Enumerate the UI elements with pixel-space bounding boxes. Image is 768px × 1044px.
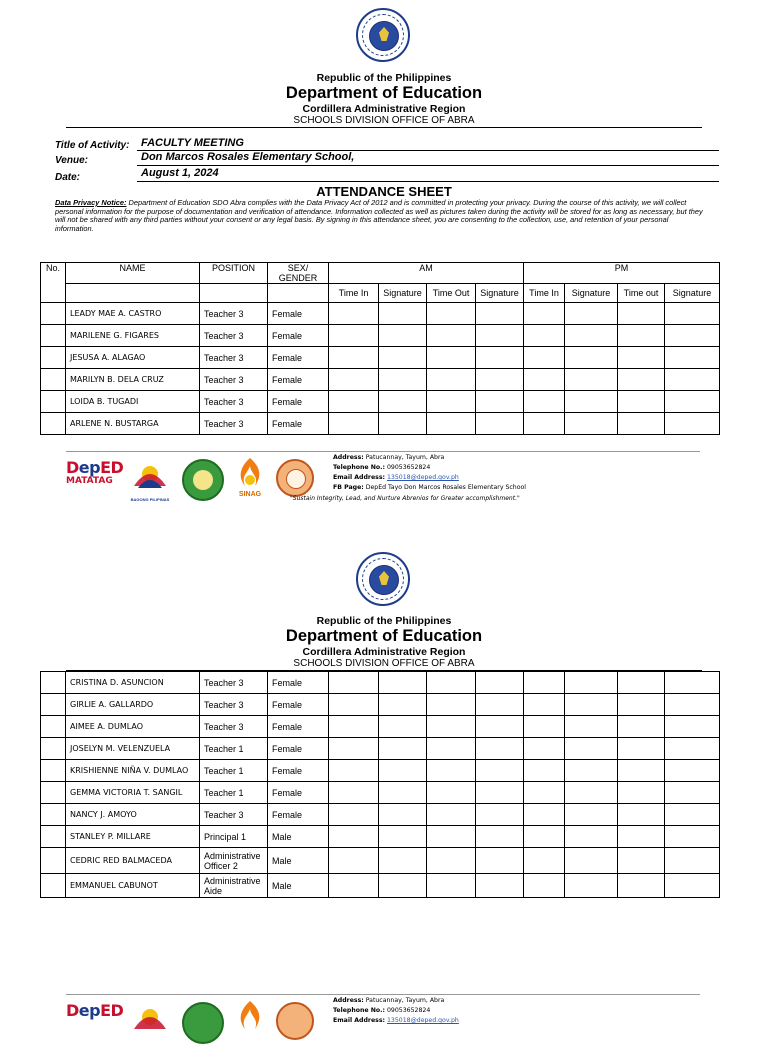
attendee-name: MARILYN B. DELA CRUZ <box>66 369 200 391</box>
deped-matatag-logo: DepED MATATAG <box>66 458 124 486</box>
address-label: Address: <box>333 454 364 461</box>
footer-address-2 <box>333 996 444 1006</box>
pm-signature-out-cell[interactable] <box>665 782 720 804</box>
am-signature-in-cell[interactable] <box>379 738 427 760</box>
attendee-position: Administrative Officer 2 <box>200 848 268 874</box>
pm-signature-out-cell[interactable] <box>665 391 720 413</box>
am-signature-out-cell[interactable] <box>476 826 524 848</box>
pm-time-in-cell[interactable] <box>524 672 565 694</box>
table-row <box>41 413 720 435</box>
header-am-time-out: Time Out <box>427 284 476 303</box>
header-position: POSITION <box>200 263 268 284</box>
attendance-sheet-title: ATTENDANCE SHEET <box>316 184 452 199</box>
email-label: Email Address: <box>333 474 385 481</box>
am-time-in-cell[interactable] <box>329 694 379 716</box>
address-value: Patucannay, Tayum, Abra <box>363 454 445 461</box>
department-title-2: Department of Education <box>285 627 483 645</box>
am-signature-out-cell[interactable] <box>476 874 524 898</box>
attendee-position: Teacher 1 <box>200 738 268 760</box>
deped-seal-icon <box>356 552 410 606</box>
am-signature-in-cell[interactable] <box>379 347 427 369</box>
attendee-name: CRISTINA D. ASUNCION <box>66 672 200 694</box>
venue-value: Don Marcos Rosales Elementary School, <box>141 151 355 163</box>
header-sex: SEX/ GENDER <box>268 263 329 284</box>
pm-time-in-cell[interactable] <box>524 347 565 369</box>
deped-seal-icon <box>356 8 410 62</box>
blank-cell <box>66 284 200 303</box>
pm-signature-out-cell[interactable] <box>665 738 720 760</box>
am-signature-in-cell[interactable] <box>379 760 427 782</box>
row-number <box>41 391 66 413</box>
attendee-sex: Female <box>268 760 329 782</box>
header-divider <box>66 127 702 128</box>
attendee-name: NANCY J. AMOYO <box>66 804 200 826</box>
pm-signature-out-cell[interactable] <box>665 716 720 738</box>
pm-signature-out-cell[interactable] <box>665 760 720 782</box>
pm-time-out-cell[interactable] <box>618 303 665 325</box>
deped-logo-2: DepED <box>66 1001 124 1020</box>
pm-signature-in-cell[interactable] <box>565 760 618 782</box>
attendee-sex: Male <box>268 826 329 848</box>
am-time-in-cell[interactable] <box>329 848 379 874</box>
am-time-out-cell[interactable] <box>427 413 476 435</box>
attendee-sex: Male <box>268 874 329 898</box>
row-number <box>41 716 66 738</box>
am-signature-out-cell[interactable] <box>476 782 524 804</box>
address-value-2: Patucannay, Tayum, Abra <box>363 997 445 1004</box>
attendee-sex: Female <box>268 369 329 391</box>
attendee-name: JESUSA A. ALAGAO <box>66 347 200 369</box>
region-text-2: Cordillera Administrative Region <box>302 646 466 658</box>
am-signature-in-cell[interactable] <box>379 391 427 413</box>
am-signature-in-cell[interactable] <box>379 848 427 874</box>
am-time-out-cell[interactable] <box>427 303 476 325</box>
am-time-in-cell[interactable] <box>329 738 379 760</box>
header-no: No. <box>41 263 66 303</box>
attendee-sex: Female <box>268 303 329 325</box>
table-row <box>41 391 720 413</box>
am-signature-out-cell[interactable] <box>476 347 524 369</box>
attendee-name: LEADY MAE A. CASTRO <box>66 303 200 325</box>
am-time-in-cell[interactable] <box>329 874 379 898</box>
pm-time-out-cell[interactable] <box>618 874 665 898</box>
am-signature-in-cell[interactable] <box>379 325 427 347</box>
pm-time-out-cell[interactable] <box>618 413 665 435</box>
pm-time-in-cell[interactable] <box>524 826 565 848</box>
attendee-sex: Female <box>268 413 329 435</box>
pm-time-in-cell[interactable] <box>524 848 565 874</box>
footer-slogan: "Sustain Integrity, Lead, and Nurture Abrenios for Greater accomplishment." <box>290 495 520 502</box>
row-number <box>41 782 66 804</box>
republic-text: Republic of the Philippines <box>316 72 452 84</box>
pm-time-out-cell[interactable] <box>618 826 665 848</box>
pm-time-in-cell[interactable] <box>524 391 565 413</box>
pm-signature-in-cell[interactable] <box>565 347 618 369</box>
attendee-name: GIRLIE A. GALLARDO <box>66 694 200 716</box>
pm-time-out-cell[interactable] <box>618 347 665 369</box>
row-number <box>41 325 66 347</box>
table-row <box>41 303 720 325</box>
am-time-in-cell[interactable] <box>329 716 379 738</box>
pm-signature-out-cell[interactable] <box>665 804 720 826</box>
am-signature-out-cell[interactable] <box>476 672 524 694</box>
pm-time-out-cell[interactable] <box>618 672 665 694</box>
pm-time-in-cell[interactable] <box>524 303 565 325</box>
row-number <box>41 694 66 716</box>
am-signature-out-cell[interactable] <box>476 848 524 874</box>
am-time-out-cell[interactable] <box>427 874 476 898</box>
attendee-position: Teacher 3 <box>200 716 268 738</box>
header-am-time-in: Time In <box>329 284 379 303</box>
row-number <box>41 760 66 782</box>
pm-time-in-cell[interactable] <box>524 874 565 898</box>
am-time-in-cell[interactable] <box>329 369 379 391</box>
pm-time-out-cell[interactable] <box>618 325 665 347</box>
am-time-in-cell[interactable] <box>329 804 379 826</box>
pm-time-in-cell[interactable] <box>524 325 565 347</box>
pm-signature-out-cell[interactable] <box>665 325 720 347</box>
attendee-sex: Female <box>268 782 329 804</box>
am-time-in-cell[interactable] <box>329 325 379 347</box>
row-number <box>41 369 66 391</box>
privacy-label: Data Privacy Notice: <box>55 198 127 207</box>
header-am-signature-out: Signature <box>476 284 524 303</box>
footer-phone <box>333 463 430 473</box>
pm-signature-in-cell[interactable] <box>565 413 618 435</box>
attendee-position: Teacher 3 <box>200 303 268 325</box>
pm-signature-out-cell[interactable] <box>665 303 720 325</box>
pm-signature-out-cell[interactable] <box>665 369 720 391</box>
table-row <box>41 738 720 760</box>
pm-signature-in-cell[interactable] <box>565 325 618 347</box>
am-signature-in-cell[interactable] <box>379 303 427 325</box>
footer-phone-2 <box>333 1006 430 1016</box>
sinag-logo <box>229 456 271 502</box>
fb-label: FB Page: <box>333 484 364 491</box>
attendee-position: Teacher 3 <box>200 804 268 826</box>
am-time-out-cell[interactable] <box>427 391 476 413</box>
pm-time-out-cell[interactable] <box>618 760 665 782</box>
footer-divider <box>66 451 700 452</box>
am-time-out-cell[interactable] <box>427 760 476 782</box>
pm-signature-in-cell[interactable] <box>565 694 618 716</box>
email-link-2[interactable]: 135018@deped.gov.ph <box>386 1017 459 1024</box>
am-time-in-cell[interactable] <box>329 672 379 694</box>
am-time-out-cell[interactable] <box>427 347 476 369</box>
table-row <box>41 848 720 874</box>
pm-signature-out-cell[interactable] <box>665 672 720 694</box>
division-seal-icon-2 <box>276 1002 314 1024</box>
am-signature-in-cell[interactable] <box>379 694 427 716</box>
date-underline <box>137 181 719 182</box>
attendee-position: Administrative Aide <box>200 874 268 898</box>
header-name: NAME <box>66 263 200 284</box>
table-row <box>41 782 720 804</box>
attendee-position: Principal 1 <box>200 826 268 848</box>
fb-value: DepEd Tayo Don Marcos Rosales Elementary School <box>363 484 526 491</box>
header-pm-signature-out: Signature <box>665 284 720 303</box>
blank-cell <box>200 284 268 303</box>
table-row <box>41 347 720 369</box>
am-time-out-cell[interactable] <box>427 325 476 347</box>
header-am: AM <box>329 263 524 284</box>
sinag-text: SINAG <box>238 491 262 498</box>
header-pm-time-out: Time out <box>618 284 665 303</box>
pm-signature-in-cell[interactable] <box>565 804 618 826</box>
footer-fb <box>333 483 526 493</box>
email-label-2: Email Address: <box>333 1017 385 1024</box>
table-row <box>41 760 720 782</box>
row-number <box>41 804 66 826</box>
attendee-position: Teacher 3 <box>200 325 268 347</box>
table-row <box>41 672 720 694</box>
attendee-name: MARILENE G. FIGARES <box>66 325 200 347</box>
division-text: SCHOOLS DIVISION OFFICE OF ABRA <box>293 115 475 126</box>
attendee-sex: Female <box>268 804 329 826</box>
am-signature-in-cell[interactable] <box>379 716 427 738</box>
am-signature-out-cell[interactable] <box>476 413 524 435</box>
row-number <box>41 672 66 694</box>
pm-time-out-cell[interactable] <box>618 804 665 826</box>
table-row <box>41 874 720 898</box>
am-signature-out-cell[interactable] <box>476 760 524 782</box>
am-time-out-cell[interactable] <box>427 672 476 694</box>
pm-time-out-cell[interactable] <box>618 716 665 738</box>
pm-time-in-cell[interactable] <box>524 369 565 391</box>
republic-text-2: Republic of the Philippines <box>316 615 452 627</box>
table-row <box>41 325 720 347</box>
attendee-name: JOSELYN M. VELENZUELA <box>66 738 200 760</box>
pm-signature-out-cell[interactable] <box>665 826 720 848</box>
am-signature-in-cell[interactable] <box>379 826 427 848</box>
pm-time-out-cell[interactable] <box>618 782 665 804</box>
am-signature-out-cell[interactable] <box>476 804 524 826</box>
division-text-2: SCHOOLS DIVISION OFFICE OF ABRA <box>293 658 475 669</box>
date-value: August 1, 2024 <box>141 167 219 179</box>
am-time-out-cell[interactable] <box>427 738 476 760</box>
attendee-name: AIMEE A. DUMLAO <box>66 716 200 738</box>
pm-time-in-cell[interactable] <box>524 760 565 782</box>
table-row <box>41 369 720 391</box>
pm-signature-in-cell[interactable] <box>565 369 618 391</box>
venue-underline <box>137 165 719 166</box>
am-signature-out-cell[interactable] <box>476 716 524 738</box>
attendee-sex: Female <box>268 738 329 760</box>
attendance-table-2 <box>40 671 720 898</box>
am-time-in-cell[interactable] <box>329 760 379 782</box>
am-time-out-cell[interactable] <box>427 369 476 391</box>
header-pm: PM <box>524 263 720 284</box>
am-time-in-cell[interactable] <box>329 782 379 804</box>
pm-signature-in-cell[interactable] <box>565 848 618 874</box>
attendee-position: Teacher 1 <box>200 760 268 782</box>
attendee-sex: Female <box>268 347 329 369</box>
am-signature-in-cell[interactable] <box>379 874 427 898</box>
header-pm-time-in: Time In <box>524 284 565 303</box>
phone-label: Telephone No.: <box>333 464 386 471</box>
pm-signature-in-cell[interactable] <box>565 738 618 760</box>
attendee-name: EMMANUEL CABUNOT <box>66 874 200 898</box>
pm-time-out-cell[interactable] <box>618 738 665 760</box>
row-number <box>41 347 66 369</box>
am-signature-in-cell[interactable] <box>379 413 427 435</box>
pm-signature-in-cell[interactable] <box>565 874 618 898</box>
am-signature-in-cell[interactable] <box>379 782 427 804</box>
am-time-out-cell[interactable] <box>427 826 476 848</box>
pm-signature-out-cell[interactable] <box>665 848 720 874</box>
pm-time-in-cell[interactable] <box>524 694 565 716</box>
row-number <box>41 738 66 760</box>
pm-time-in-cell[interactable] <box>524 738 565 760</box>
am-signature-out-cell[interactable] <box>476 303 524 325</box>
am-time-in-cell[interactable] <box>329 391 379 413</box>
row-number <box>41 413 66 435</box>
title-value: FACULTY MEETING <box>141 137 244 149</box>
pm-signature-out-cell[interactable] <box>665 347 720 369</box>
attendee-name: LOIDA B. TUGADI <box>66 391 200 413</box>
am-signature-in-cell[interactable] <box>379 804 427 826</box>
footer-address <box>333 453 444 463</box>
pm-time-out-cell[interactable] <box>618 369 665 391</box>
matatag-text: MATATAG <box>66 476 113 486</box>
pm-signature-in-cell[interactable] <box>565 782 618 804</box>
attendee-name: KRISHIENNE NIÑA V. DUMLAO <box>66 760 200 782</box>
attendee-name: ARLENE N. BUSTARGA <box>66 413 200 435</box>
am-time-out-cell[interactable] <box>427 848 476 874</box>
table-row <box>41 694 720 716</box>
am-time-in-cell[interactable] <box>329 826 379 848</box>
pm-signature-in-cell[interactable] <box>565 716 618 738</box>
pm-time-out-cell[interactable] <box>618 694 665 716</box>
am-signature-in-cell[interactable] <box>379 672 427 694</box>
pm-signature-in-cell[interactable] <box>565 826 618 848</box>
pm-time-in-cell[interactable] <box>524 782 565 804</box>
attendee-name: GEMMA VICTORIA T. SANGIL <box>66 782 200 804</box>
am-signature-in-cell[interactable] <box>379 369 427 391</box>
attendee-position: Teacher 3 <box>200 391 268 413</box>
header-am-signature-in: Signature <box>379 284 427 303</box>
pm-signature-out-cell[interactable] <box>665 413 720 435</box>
sinag-logo-2 <box>229 999 271 1024</box>
attendee-sex: Male <box>268 848 329 874</box>
bagong-pilipinas-logo-2 <box>126 999 174 1024</box>
department-title: Department of Education <box>285 84 483 102</box>
attendee-name: STANLEY P. MILLARE <box>66 826 200 848</box>
am-signature-out-cell[interactable] <box>476 325 524 347</box>
row-number <box>41 874 66 898</box>
pm-signature-out-cell[interactable] <box>665 694 720 716</box>
attendee-position: Teacher 3 <box>200 694 268 716</box>
footer-email-2 <box>333 1016 459 1024</box>
attendee-position: Teacher 1 <box>200 782 268 804</box>
am-time-out-cell[interactable] <box>427 694 476 716</box>
am-time-out-cell[interactable] <box>427 804 476 826</box>
school-seal-icon-2 <box>182 1002 224 1024</box>
pm-time-out-cell[interactable] <box>618 391 665 413</box>
school-seal-icon <box>182 459 224 501</box>
footer-email <box>333 473 459 483</box>
title-label: Title of Activity: <box>55 140 130 151</box>
header-pm-signature-in: Signature <box>565 284 618 303</box>
attendance-table-1 <box>40 262 720 435</box>
region-text: Cordillera Administrative Region <box>302 103 466 115</box>
pm-time-in-cell[interactable] <box>524 804 565 826</box>
bagong-text: BAGONG PILIPINAS <box>130 497 170 502</box>
address-label-2: Address: <box>333 997 364 1004</box>
am-signature-out-cell[interactable] <box>476 391 524 413</box>
pm-time-out-cell[interactable] <box>618 848 665 874</box>
attendee-position: Teacher 3 <box>200 672 268 694</box>
venue-label: Venue: <box>55 155 88 166</box>
attendee-position: Teacher 3 <box>200 369 268 391</box>
bagong-pilipinas-logo <box>126 456 174 500</box>
email-link[interactable]: 135018@deped.gov.ph <box>386 474 459 481</box>
footer-divider-2 <box>66 994 700 995</box>
division-seal-icon <box>276 459 314 497</box>
am-signature-out-cell[interactable] <box>476 369 524 391</box>
am-signature-out-cell[interactable] <box>476 738 524 760</box>
am-signature-out-cell[interactable] <box>476 694 524 716</box>
attendee-sex: Female <box>268 325 329 347</box>
attendee-sex: Female <box>268 694 329 716</box>
am-time-in-cell[interactable] <box>329 413 379 435</box>
pm-time-in-cell[interactable] <box>524 413 565 435</box>
table-row <box>41 716 720 738</box>
row-number <box>41 303 66 325</box>
pm-time-in-cell[interactable] <box>524 716 565 738</box>
date-label: Date: <box>55 172 81 183</box>
pm-signature-in-cell[interactable] <box>565 391 618 413</box>
am-time-out-cell[interactable] <box>427 716 476 738</box>
attendee-sex: Female <box>268 716 329 738</box>
row-number <box>41 848 66 874</box>
attendee-name: CEDRIC RED BALMACEDA <box>66 848 200 874</box>
phone-value-2: 09053652824 <box>385 1007 431 1014</box>
attendee-sex: Female <box>268 672 329 694</box>
pm-signature-in-cell[interactable] <box>565 303 618 325</box>
am-time-in-cell[interactable] <box>329 347 379 369</box>
am-time-in-cell[interactable] <box>329 303 379 325</box>
am-time-out-cell[interactable] <box>427 782 476 804</box>
pm-signature-out-cell[interactable] <box>665 874 720 898</box>
attendee-sex: Female <box>268 391 329 413</box>
table-row <box>41 826 720 848</box>
attendee-position: Teacher 3 <box>200 413 268 435</box>
row-number <box>41 826 66 848</box>
privacy-notice <box>55 199 707 233</box>
phone-value: 09053652824 <box>385 464 431 471</box>
blank-cell <box>268 284 329 303</box>
attendee-position: Teacher 3 <box>200 347 268 369</box>
table-row <box>41 804 720 826</box>
privacy-text: Department of Education SDO Abra complies with the Data Privacy Act of 2012 and is committed in protecting your privacy. During the course of this activity, we will collect personal information for the purpose of documentation and verification of attendance. Information collected as well as pictures taken during the activity will be stored for as long as necessary, but they will not be shared with any third parties without your consent or any legal basis. By signing in this attendance sheet, you are consenting to the collection, use, and retention of your personal information. <box>55 198 703 233</box>
phone-label-2: Telephone No.: <box>333 1007 386 1014</box>
pm-signature-in-cell[interactable] <box>565 672 618 694</box>
